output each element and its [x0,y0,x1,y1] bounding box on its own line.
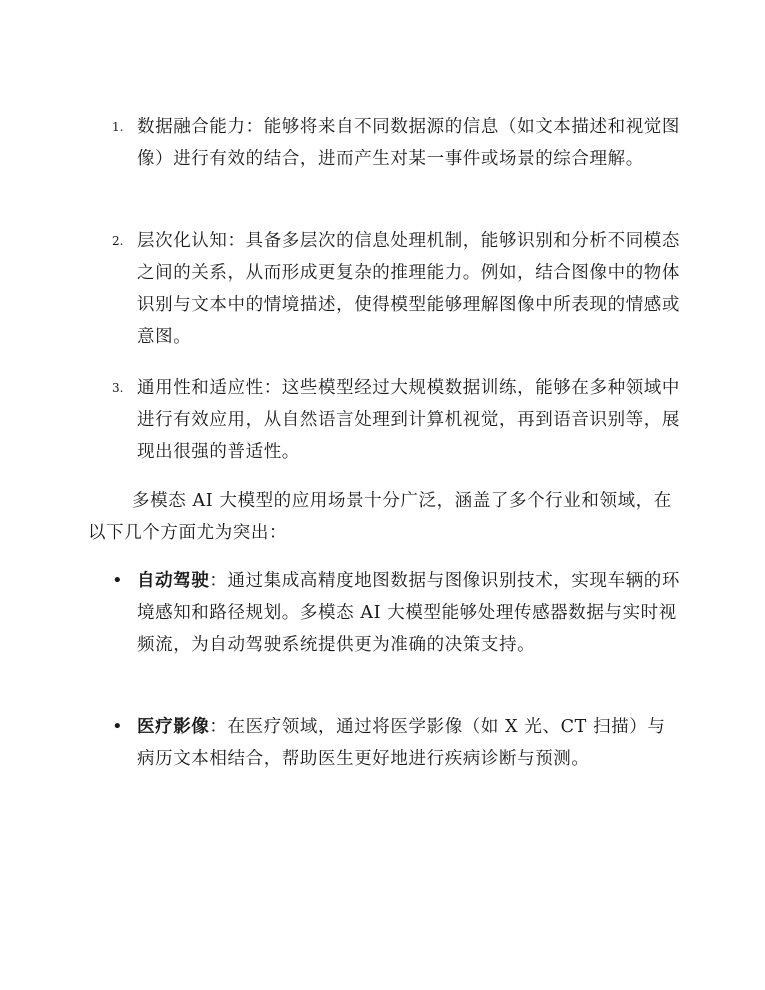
list-number: 1. [112,120,124,134]
bullet-item-text: ：在医疗领域，通过将医学影像（如 X 光、CT 扫描）与病历文本相结合，帮助医生更好地进行疾病诊断与预测。 [137,717,666,769]
list-number: 2. [112,234,124,248]
bullet-list-item [137,565,682,661]
body-paragraph: 多模态 AI 大模型的应用场景十分广泛，涵盖了多个行业和领域，在以下几个方面尤为突出： [88,491,672,543]
bullet-icon: • [112,716,123,737]
bullet-item-title: 自动驾驶 [137,571,210,591]
numbered-list-item: 层次化认知：具备多层次的信息处理机制，能够识别和分析不同模态之间的关系，从而形成更复杂的推理能力。例如，结合图像中的物体识别与文本中的情境描述，使得模型能够理解图像中所表现的情感或意图。 [137,231,680,347]
bullet-list-item [137,711,682,775]
list-number: 3. [112,381,124,395]
bullet-icon: • [112,570,123,591]
numbered-list-item: 数据融合能力：能够将来自不同数据源的信息（如文本描述和视觉图像）进行有效的结合，进而产生对某一事件或场景的综合理解。 [137,117,680,169]
numbered-list-item: 通用性和适应性：这些模型经过大规模数据训练，能够在多种领域中进行有效应用，从自然语言处理到计算机视觉，再到语音识别等，展现出很强的普适性。 [137,378,680,462]
bullet-item-title: 医疗影像 [137,717,210,737]
bullet-item-text: ：通过集成高精度地图数据与图像识别技术，实现车辆的环境感知和路径规划。多模态 AI 大模型能够处理传感器数据与实时视频流，为自动驾驶系统提供更为准确的决策支持。 [137,571,681,655]
